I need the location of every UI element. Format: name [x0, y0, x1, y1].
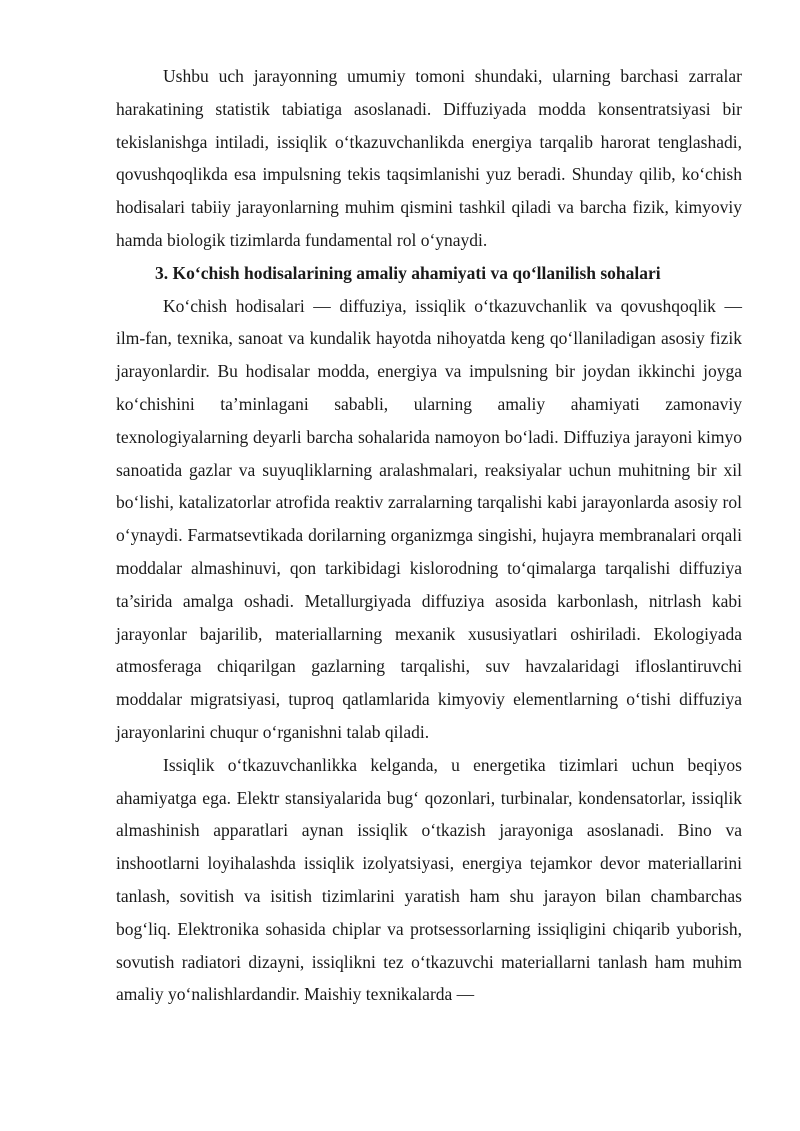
- document-page: [116, 60, 742, 1011]
- section-heading: 3. Ko‘chish hodisalarining amaliy ahamiyati va qo‘llanilish sohalari: [155, 262, 661, 283]
- paragraph-diffusion-applications: Ko‘chish hodisalari — diffuziya, issiqlik o‘tkazuvchanlik va qovushqoqlik — ilm-fan, texnika, sanoat va kundalik hayotda nihoyatda keng qo‘llaniladigan asosiy fizik jarayonlardir. Bu hodisalar modda, energiya va impulsning bir joydan ikkinchi joyga ko‘chishini ta’minlagani sababli, ularning amaliy ahamiyati zamonaviy texnologiyalarning deyarli barcha sohalarida namoyon bo‘ladi. Diffuziya jarayoni kimyo sanoatida gazlar va suyuqliklarning aralashmalari, reaksiyalar uchun muhitning bir xil bo‘lishi, katalizatorlar atrofida reaktiv zarralarning tarqalishi kabi jarayonlarda asosiy rol o‘ynaydi. Farmatsevtikada dorilarning organizmga singishi, hujayra membranalari orqali moddalar almashinuvi, qon tarkibidagi kislorodning to‘qimalarga tarqalishi diffuziya ta’sirida amalga oshadi. Metallurgiyada diffuziya asosida karbonlash, nitrlash kabi jarayonlar bajarilib, materiallarning mexanik xususiyatlari oshiriladi. Ekologiyada atmosferaga chiqarilgan gazlarning tarqalishi, suv havzalaridagi ifloslantiruvchi moddalar migratsiyasi, tuproq qatlamlarida kimyoviy elementlarning o‘tishi diffuziya jarayonlarini chuqur o‘rganishni talab qiladi.: [116, 295, 742, 742]
- paragraph-thermal-conductivity: Issiqlik o‘tkazuvchanlikka kelganda, u energetika tizimlari uchun beqiyos ahamiyatga ega. Elektr stansiyalarida bug‘ qozonlari, turbinalar, kondensatorlar, issiqlik almashinish apparatlari aynan issiqlik o‘tkazish jarayoniga asoslanadi. Bino va inshootlarni loyihalashda issiqlik izolyatsiyasi, energiya tejamkor devor materiallarini tanlash, sovitish va isitish tizimlarini yaratish ham shu jarayon bilan chambarchas bog‘liq. Elektronika sohasida chiplar va protsessorlarning issiqligini chiqarib yuborish, sovutish radiatori dizayni, issiqlikni tez o‘tkazuvchi materiallarni tanlash ham muhim amaliy yo‘nalishlardandir. Maishiy texnikalarda —: [116, 754, 742, 1005]
- paragraph-intro-summary: Ushbu uch jarayonning umumiy tomoni shundaki, ularning barchasi zarralar harakatining statistik tabiatiga asoslanadi. Diffuziyada modda konsentratsiyasi bir tekislanishga intiladi, issiqlik o‘tkazuvchanlikda energiya tarqalib harorat tenglashadi, qovushqoqlikda esa impulsning tekis taqsimlanishi yuz beradi. Shunday qilib, ko‘chish hodisalari tabiiy jarayonlarning muhim qismini tashkil qiladi va barcha fizik, kimyoviy hamda biologik tizimlarda fundamental rol o‘ynaydi.: [116, 66, 742, 250]
